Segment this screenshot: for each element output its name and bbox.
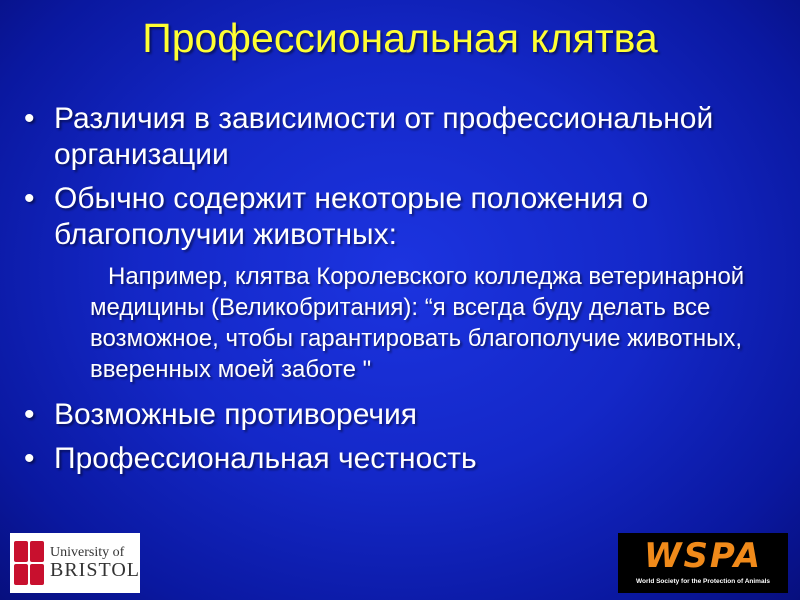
bullet-item — [20, 397, 780, 433]
bullet-text: Обычно содержит некоторые положения о благополучии животных: — [54, 182, 649, 251]
bullet-list — [20, 101, 780, 485]
bullet-dot: • — [24, 398, 35, 431]
wspa-caption: World Society for the Protection of Animals — [636, 578, 770, 585]
quote-block — [20, 261, 780, 385]
wspa-mark: WSPA — [643, 536, 763, 576]
bullet-item — [20, 101, 780, 173]
bullet-text: Профессиональная честность — [54, 442, 477, 475]
bristol-line2: BRISTOL — [50, 559, 140, 581]
bullet-item — [20, 181, 780, 253]
quote-text: Например, клятва Королевского колледжа ветеринарной медицины (Великобритания): “я всегда буду делать все возможное, чтобы гарантировать благополучие животных, вверенных моей заботе " — [90, 263, 745, 383]
bullet-dot: • — [24, 442, 35, 475]
bullet-dot: • — [24, 102, 35, 135]
bristol-crest-icon — [14, 541, 44, 585]
bullet-dot: • — [24, 182, 35, 215]
bullet-text: Различия в зависимости от профессиональной организации — [54, 102, 714, 171]
bristol-wordmark — [50, 546, 140, 580]
bullet-text: Возможные противоречия — [54, 398, 418, 431]
wspa-logo — [618, 533, 788, 593]
bristol-line1: University of — [50, 545, 125, 560]
slide-title: Профессиональная клятва — [142, 15, 658, 61]
bullet-item — [20, 441, 780, 477]
bristol-logo — [10, 533, 140, 593]
